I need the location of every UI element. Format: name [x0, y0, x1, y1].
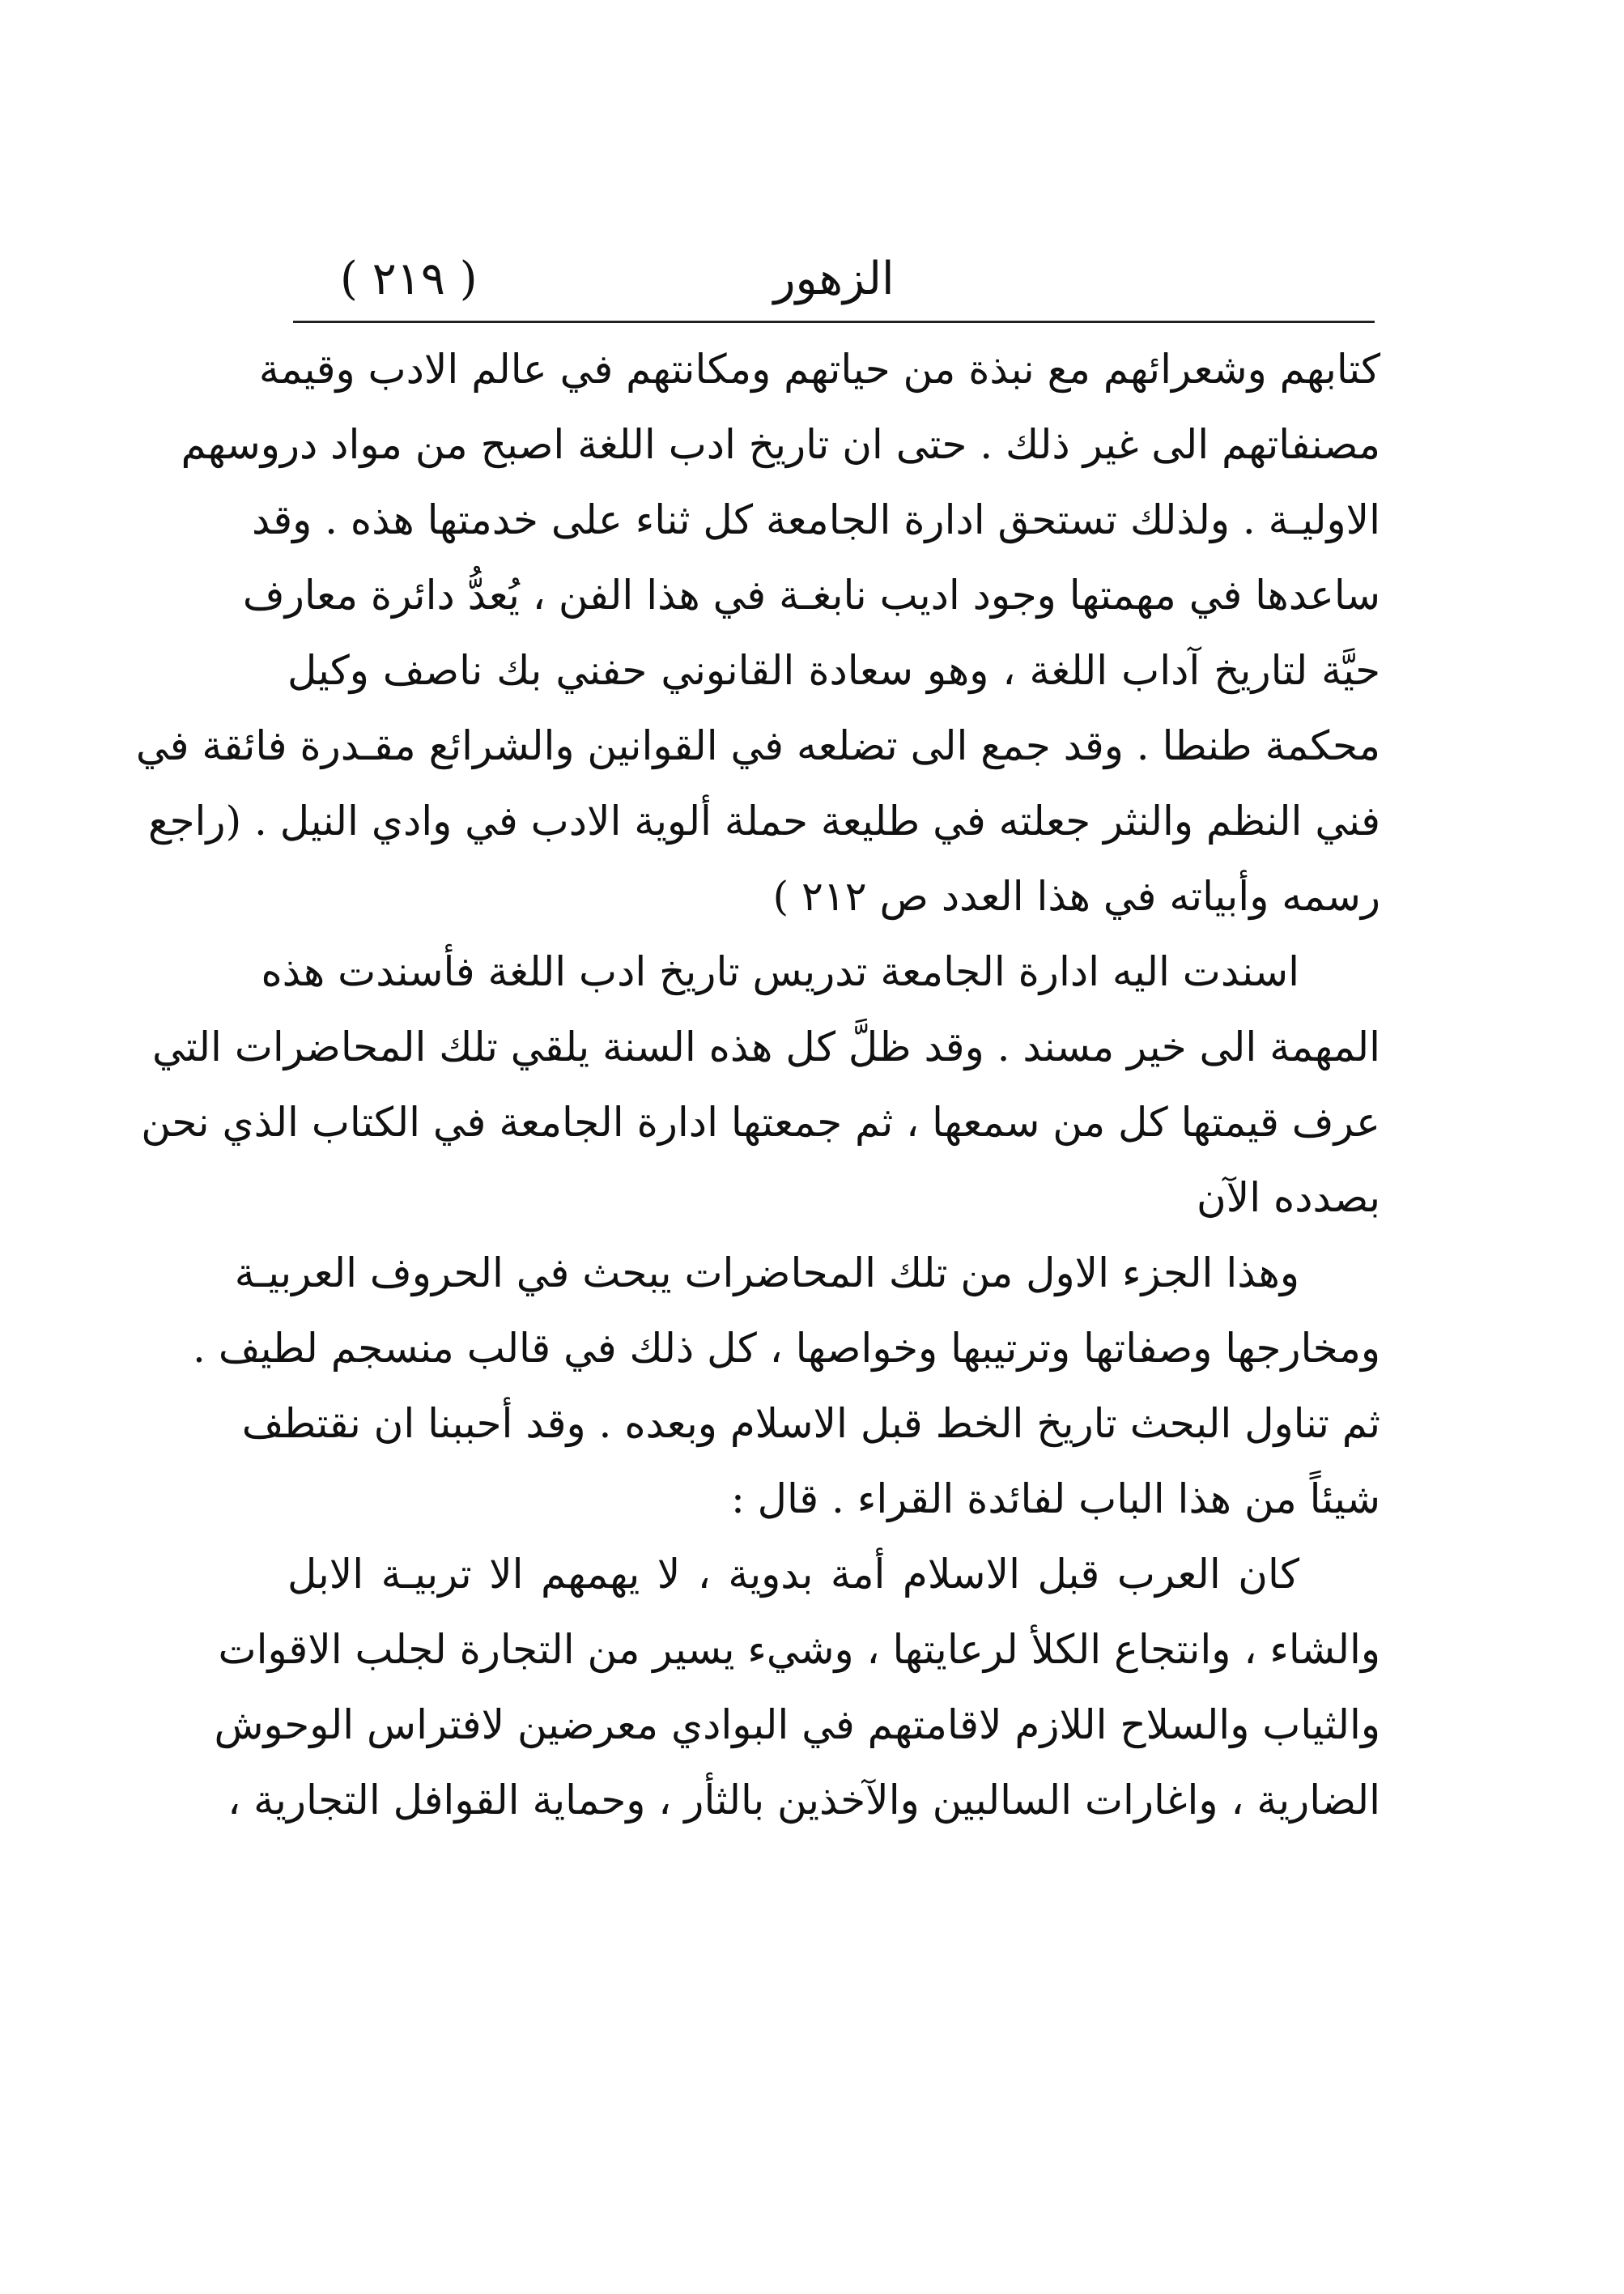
text-line: بصدده الآن: [1196, 1174, 1380, 1221]
text-line: فني النظم والنثر جعلته في طليعة حملة ألوية الادب في وادي النيل . (راجع: [148, 798, 1380, 845]
text-line: حيَّة لتاريخ آداب اللغة ، وهو سعادة القانوني حفني بك ناصف وكيل: [287, 647, 1380, 694]
text-line: كتابهم وشعرائهم مع نبذة من حياتهم ومكانتهم في عالم الادب وقيمة: [258, 346, 1380, 393]
article-body: [135, 332, 1380, 1838]
text-line: شيئاً من هذا الباب لفائدة القراء . قال :: [730, 1475, 1380, 1522]
text-line: وهذا الجزء الاول من تلك المحاضرات يبحث في الحروف العربيـة: [234, 1249, 1299, 1296]
text-line: الضارية ، واغارات السالبين والآخذين بالثأر ، وحماية القوافل التجارية ،: [227, 1777, 1380, 1824]
text-line: ساعدها في مهمتها وجود اديب نابغـة في هذا الفن ، يُعدُّ دائرة معارف: [242, 572, 1380, 619]
text-line: ومخارجها وصفاتها وترتيبها وخواصها ، كل ذلك في قالب منسجم لطيف .: [193, 1325, 1380, 1372]
text-line: والشاء ، وانتجاع الكلأ لرعايتها ، وشيء يسير من التجارة لجلب الاقوات: [218, 1626, 1380, 1673]
text-line: مصنفاتهم الى غير ذلك . حتى ان تاريخ ادب اللغة اصبح من مواد دروسهم: [181, 421, 1380, 468]
text-line: رسمه وأبياته في هذا العدد ص ٢١٢ ): [772, 873, 1380, 920]
text-line: ثم تناول البحث تاريخ الخط قبل الاسلام وبعده . وقد أحببنا ان نقتطف: [241, 1400, 1380, 1447]
text-line: والثياب والسلاح اللازم لاقامتهم في البوادي معرضين لافتراس الوحوش: [214, 1701, 1380, 1748]
page-number: ( ٢١٩ ): [340, 253, 478, 305]
text-line: كان العرب قبل الاسلام أمة بدوية ، لا يهمهم الا تربيـة الابل: [287, 1551, 1299, 1598]
page-header: [291, 243, 1376, 316]
running-title: الزهور: [773, 253, 895, 305]
text-line: الاوليـة . ولذلك تستحق ادارة الجامعة كل ثناء على خدمتها هذه . وقد: [251, 496, 1380, 543]
text-line: اسندت اليه ادارة الجامعة تدريس تاريخ ادب اللغة فأسندت هذه: [261, 948, 1299, 995]
header-rule: [293, 321, 1375, 323]
text-line: المهمة الى خير مسند . وقد ظلَّ كل هذه السنة يلقي تلك المحاضرات التي: [152, 1024, 1380, 1070]
text-line: محكمة طنطا . وقد جمع الى تضلعه في القوانين والشرائع مقـدرة فائقة في: [135, 722, 1380, 769]
text-line: عرف قيمتها كل من سمعها ، ثم جمعتها ادارة الجامعة في الكتاب الذي نحن: [141, 1099, 1380, 1146]
